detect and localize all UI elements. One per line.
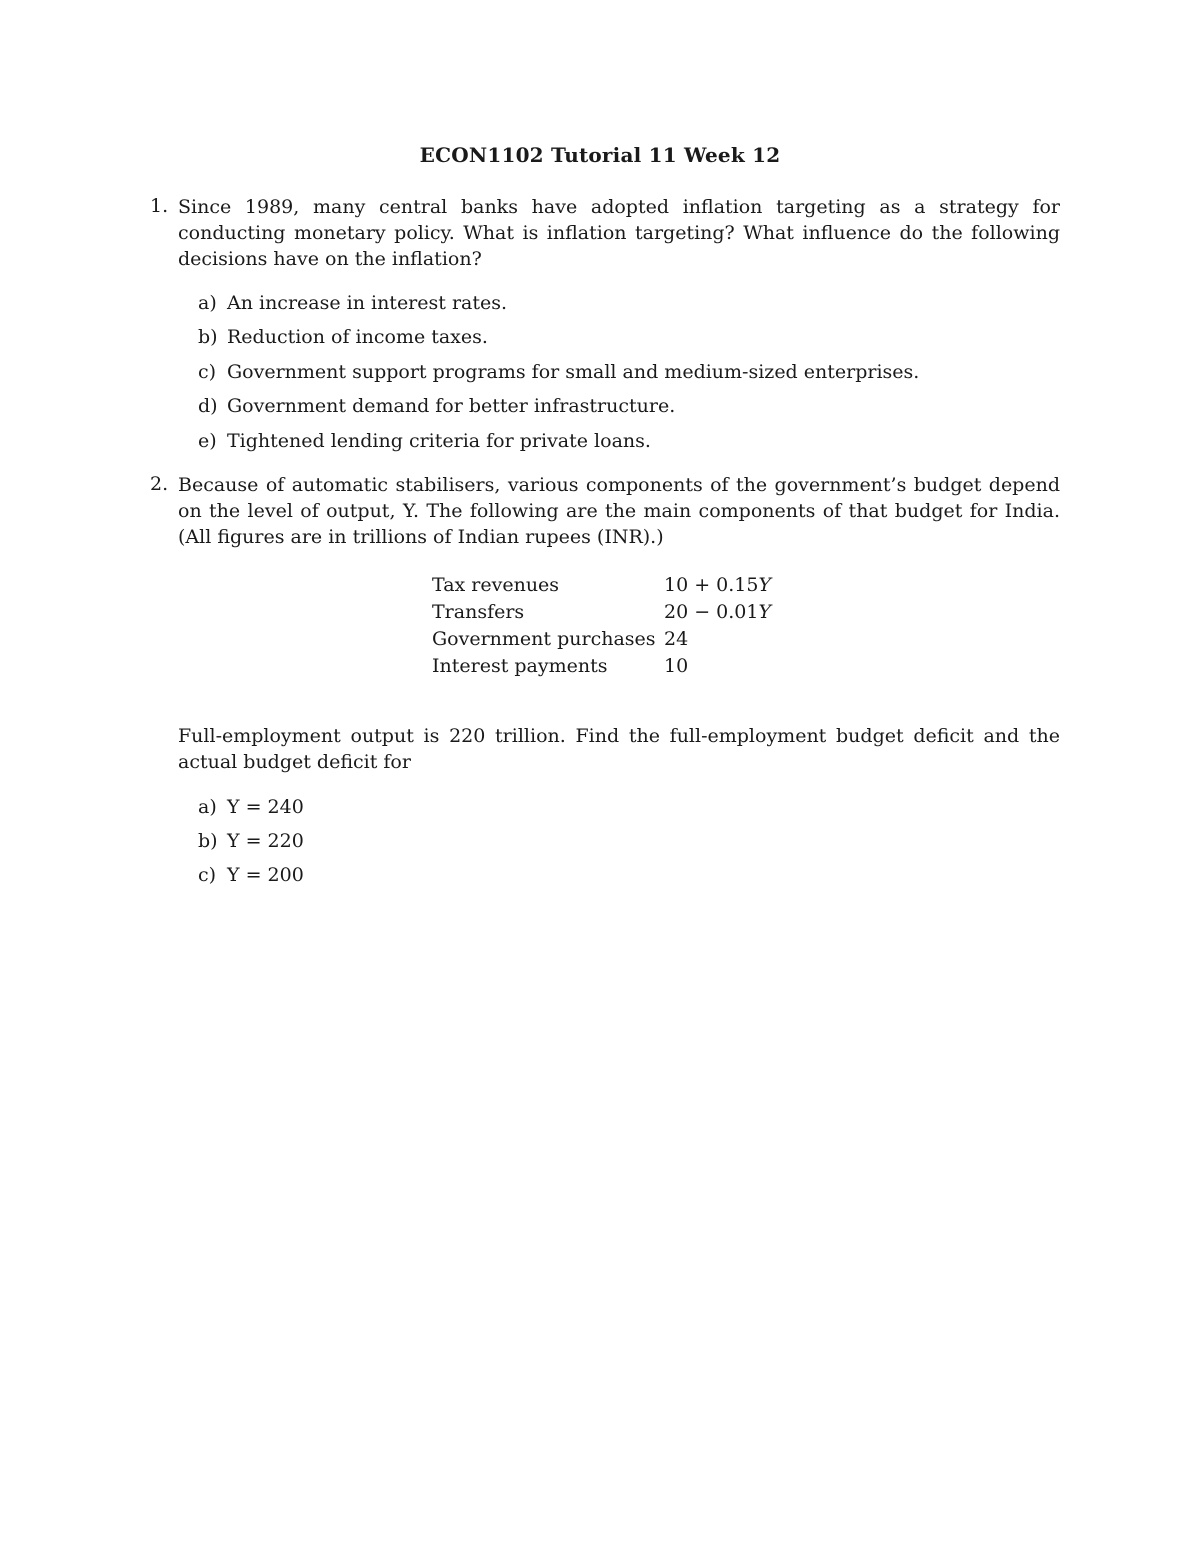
item-text: Y = 240 [227,796,304,818]
item-label: c) [198,361,217,383]
question-1-item-c [198,359,919,385]
item-text: Reduction of income taxes. [227,326,488,348]
budget-value: 24 [664,627,689,650]
item-label: a) [198,292,217,314]
question-1-item-a [198,290,507,316]
item-label: b) [198,326,218,348]
question-1-item-e [198,428,651,454]
question-2-number: 2. [150,473,169,495]
item-label: c) [198,864,217,886]
budget-table [432,571,771,679]
question-1-item-d [198,393,675,419]
item-text: Y = 220 [227,830,304,852]
item-label: a) [198,796,217,818]
item-text: Government demand for better infrastructure. [227,395,676,417]
budget-value: 10 [664,654,689,677]
question-1-text: Since 1989, many central banks have adopted inflation targeting as a strategy for conducting monetary policy. What is inflation targeting? What influence do the following decisions have on the inflation? [178,196,1060,270]
question-1-number: 1. [150,195,169,217]
item-text: Y = 200 [227,864,304,886]
item-label: d) [198,395,218,417]
budget-component: Transfers [432,600,525,623]
question-2-followup: Full-employment output is 220 trillion. Find the full-employment budget deficit and the actual budget deficit for [178,725,1060,773]
question-2-item-c [198,862,304,888]
budget-value: 20 − 0.01Y [664,600,772,623]
item-label: e) [198,430,217,452]
item-text: An increase in interest rates. [227,292,508,314]
table-row [432,625,771,652]
page-title: ECON1102 Tutorial 11 Week 12 [419,143,781,167]
budget-component: Tax revenues [432,573,560,596]
item-text: Government support programs for small and medium-sized enterprises. [227,361,920,383]
table-row [432,652,771,679]
item-label: b) [198,830,218,852]
budget-value: 10 + 0.15Y [664,573,772,596]
question-1-item-b [198,324,488,350]
table-row [432,598,771,625]
item-text: Tightened lending criteria for private loans. [227,430,651,452]
question-2-text: Because of automatic stabilisers, various components of the government’s budget depend on the level of output, Y. The following are the main components of that budget for India. (All figures are in trillions of Indian rupees (INR).) [178,474,1060,548]
budget-component: Government purchases [432,627,656,650]
budget-component: Interest payments [432,654,608,677]
question-2-item-a [198,794,304,820]
table-row [432,571,771,598]
question-2-item-b [198,828,304,854]
